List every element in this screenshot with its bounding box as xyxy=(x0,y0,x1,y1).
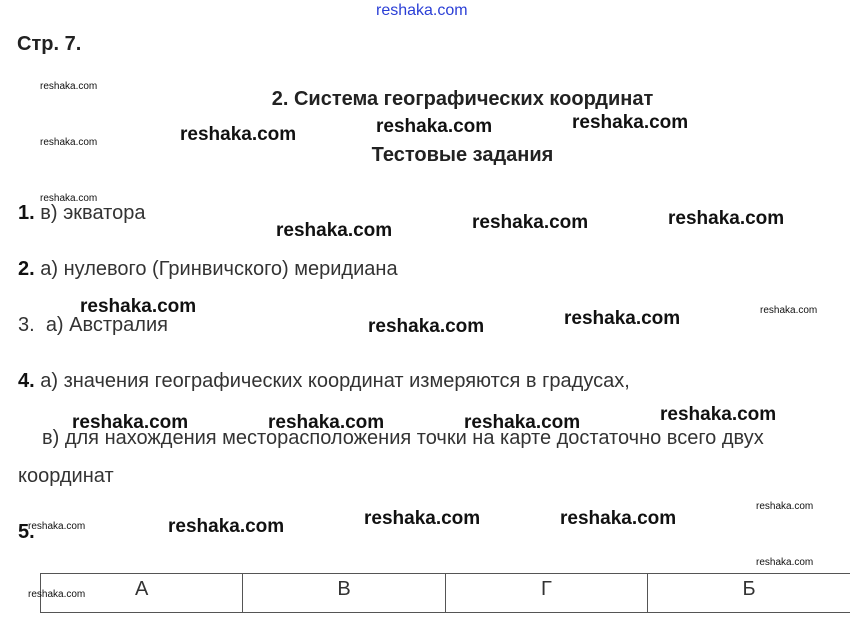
watermark: reshaka.com xyxy=(28,589,86,600)
watermark: reshaka.com xyxy=(572,112,689,133)
watermark: reshaka.com xyxy=(756,501,814,512)
watermark: reshaka.com xyxy=(364,508,481,529)
table-row xyxy=(41,574,850,613)
answer-number: 4. xyxy=(18,370,35,392)
watermark: reshaka.com xyxy=(168,516,285,537)
answer-number: 5. xyxy=(18,521,35,543)
answer-4-continuation-2: координат xyxy=(18,465,114,487)
answer-number: 3. xyxy=(18,314,35,336)
answer-4 xyxy=(18,370,630,393)
watermark: reshaka.com xyxy=(268,412,385,433)
watermark: reshaka.com xyxy=(276,220,393,241)
watermark: reshaka.com xyxy=(464,412,581,433)
section-subtitle: Тестовые задания xyxy=(371,144,554,166)
answer-table xyxy=(40,573,850,613)
watermark: reshaka.com xyxy=(472,212,589,233)
page-reference: Стр. 7. xyxy=(17,33,82,55)
table-cell: Б xyxy=(648,574,850,613)
answer-text: а) нулевого (Гринвичского) меридиана xyxy=(40,258,398,280)
watermark: reshaka.com xyxy=(180,124,297,145)
answer-text: в) экватора xyxy=(40,202,146,224)
answer-number: 1. xyxy=(18,202,35,224)
watermark: reshaka.com xyxy=(40,193,98,204)
watermark: reshaka.com xyxy=(756,557,814,568)
table-cell: В xyxy=(243,574,445,613)
watermark: reshaka.com xyxy=(80,296,197,317)
table-cell: А xyxy=(41,574,243,613)
answer-text: а) значения географических координат измеряются в градусах, xyxy=(40,370,630,392)
watermark: reshaka.com xyxy=(40,137,98,148)
answer-text: а) Австралия xyxy=(45,314,168,336)
watermark: reshaka.com xyxy=(760,305,818,316)
watermark: reshaka.com xyxy=(564,308,681,329)
answer-2 xyxy=(18,258,398,281)
watermark: reshaka.com xyxy=(40,81,98,92)
watermark: reshaka.com xyxy=(368,316,485,337)
watermark: reshaka.com xyxy=(72,412,189,433)
section-title: 2. Система географических координат xyxy=(271,88,654,110)
table-cell: Г xyxy=(445,574,647,613)
answer-4-continuation: в) для нахождения месторасположения точки на карте достаточно всего двух xyxy=(42,427,764,449)
watermark: reshaka.com xyxy=(668,208,785,229)
watermark: reshaka.com xyxy=(660,404,777,425)
watermark: reshaka.com xyxy=(28,521,86,532)
site-link[interactable]: reshaka.com xyxy=(376,2,468,19)
answer-1 xyxy=(18,202,145,225)
watermark: reshaka.com xyxy=(560,508,677,529)
watermark: reshaka.com xyxy=(376,116,493,137)
answer-number: 2. xyxy=(18,258,35,280)
